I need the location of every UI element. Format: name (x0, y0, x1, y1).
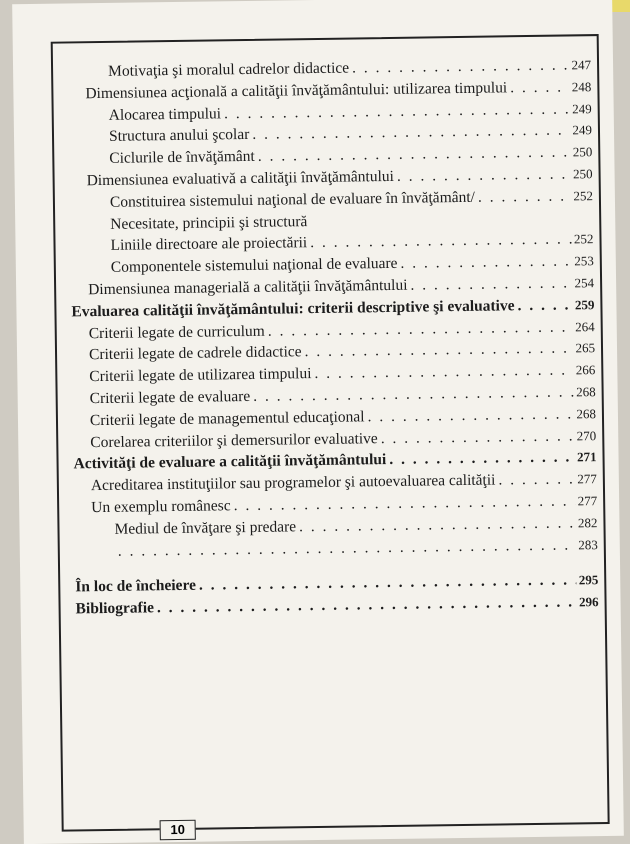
toc-entry-title: Criterii legate de managementul educaţional (89, 408, 365, 429)
toc-leader-dots (381, 425, 574, 449)
toc-leader-dots (410, 272, 571, 296)
toc-entry-page: 249 (572, 122, 593, 138)
toc-leader-dots (478, 185, 571, 208)
toc-entry-title: Constituirea sistemului naţional de evaluare în învăţământ/ (109, 188, 476, 211)
toc-entry-page: 249 (572, 100, 592, 117)
toc-entry-title: Ciclurile de învăţământ (109, 148, 255, 168)
toc-entry-title: Un exemplu românesc (91, 497, 231, 517)
toc-leader-dots (367, 403, 573, 428)
toc-leader-dots (498, 469, 574, 492)
toc-entry-title: Evaluarea calităţii învăţământului: criterii descriptive şi evaluative (71, 297, 515, 321)
toc-entry-page: 254 (574, 275, 595, 291)
toc-entry-page: 247 (571, 57, 592, 73)
book-page (12, 0, 624, 844)
toc-entry-page: 282 (577, 514, 598, 531)
toc-entry-title: Dimensiunea evaluativă a calităţii învăţământului (86, 167, 395, 190)
toc-entry-page: 252 (573, 187, 593, 204)
toc-entry-page: 283 (578, 536, 598, 552)
toc-entry-page: 268 (576, 384, 596, 400)
toc-entry-page: 271 (576, 449, 597, 465)
toc-entry-page: 252 (573, 231, 594, 247)
toc-entry-page: 277 (577, 471, 597, 487)
toc-entry-title: Dimensiunea acţională a calităţii învăţământului: utilizarea timpului (85, 79, 508, 103)
toc-entry-page: 259 (574, 296, 595, 313)
toc-entry-title: Bibliografie (75, 599, 155, 618)
toc-leader-dots (510, 76, 569, 99)
toc-entry-page: 270 (576, 427, 597, 443)
toc-leader-dots (352, 54, 569, 79)
toc-entry-page: 277 (577, 493, 598, 509)
toc-entry-title: Acreditarea instituţiilor sau programelor şi autoevaluarea calităţii (90, 471, 496, 495)
toc-entry-title: Mediul de învăţare şi predare (114, 518, 297, 538)
toc-entry-page: 248 (571, 78, 592, 95)
toc-entry-page: 264 (575, 318, 595, 334)
toc-leader-dots (389, 447, 574, 471)
toc-entry-title: Criterii legate de cadrele didactice (88, 343, 302, 364)
toc-entry-page: 295 (578, 572, 599, 588)
toc-entry-title: Criterii legate de evaluare (89, 387, 251, 408)
toc-entry-title: Criterii legate de curriculum (88, 322, 265, 342)
toc-entry-title: Dimensiunea managerială a calităţii învăţământului (88, 276, 408, 299)
toc-leader-dots (400, 251, 571, 275)
toc-entry-title: Alocarea timpului (108, 104, 222, 124)
toc-leader-dots (517, 294, 572, 317)
toc-entry-title: Corelarea criteriilor şi demersurilor evaluative (90, 429, 378, 451)
toc-entry-page: 250 (572, 166, 593, 182)
toc-entry-page: 250 (572, 144, 593, 160)
toc-entry-title: Motivaţia şi moralul cadrelor didactice (107, 59, 350, 80)
toc-entry-page: 266 (575, 362, 596, 378)
toc-entry-title: Structura anului şcolar (108, 126, 250, 146)
toc-entry-title: În loc de încheiere (75, 577, 197, 596)
toc-entry-page: 265 (575, 340, 596, 356)
toc-entry-title: Criterii legate de utilizarea timpului (89, 365, 312, 386)
toc-leader-dots (397, 163, 570, 187)
table-of-contents (61, 54, 599, 620)
page-number: 10 (160, 820, 196, 841)
toc-entry-title: Componentele sistemului naţional de evaluare (110, 255, 398, 277)
toc-entry-title: Activităţi de evaluare a calităţii învăţământului (73, 451, 387, 473)
toc-entry-title: Liniile directoare ale proiectării (110, 234, 308, 255)
toc-entry-title: Necesitate, principii şi structură (110, 212, 308, 233)
toc-entry-page: 268 (576, 405, 597, 422)
toc-entry-page: 296 (578, 594, 599, 610)
toc-entry-page: 253 (574, 253, 594, 269)
